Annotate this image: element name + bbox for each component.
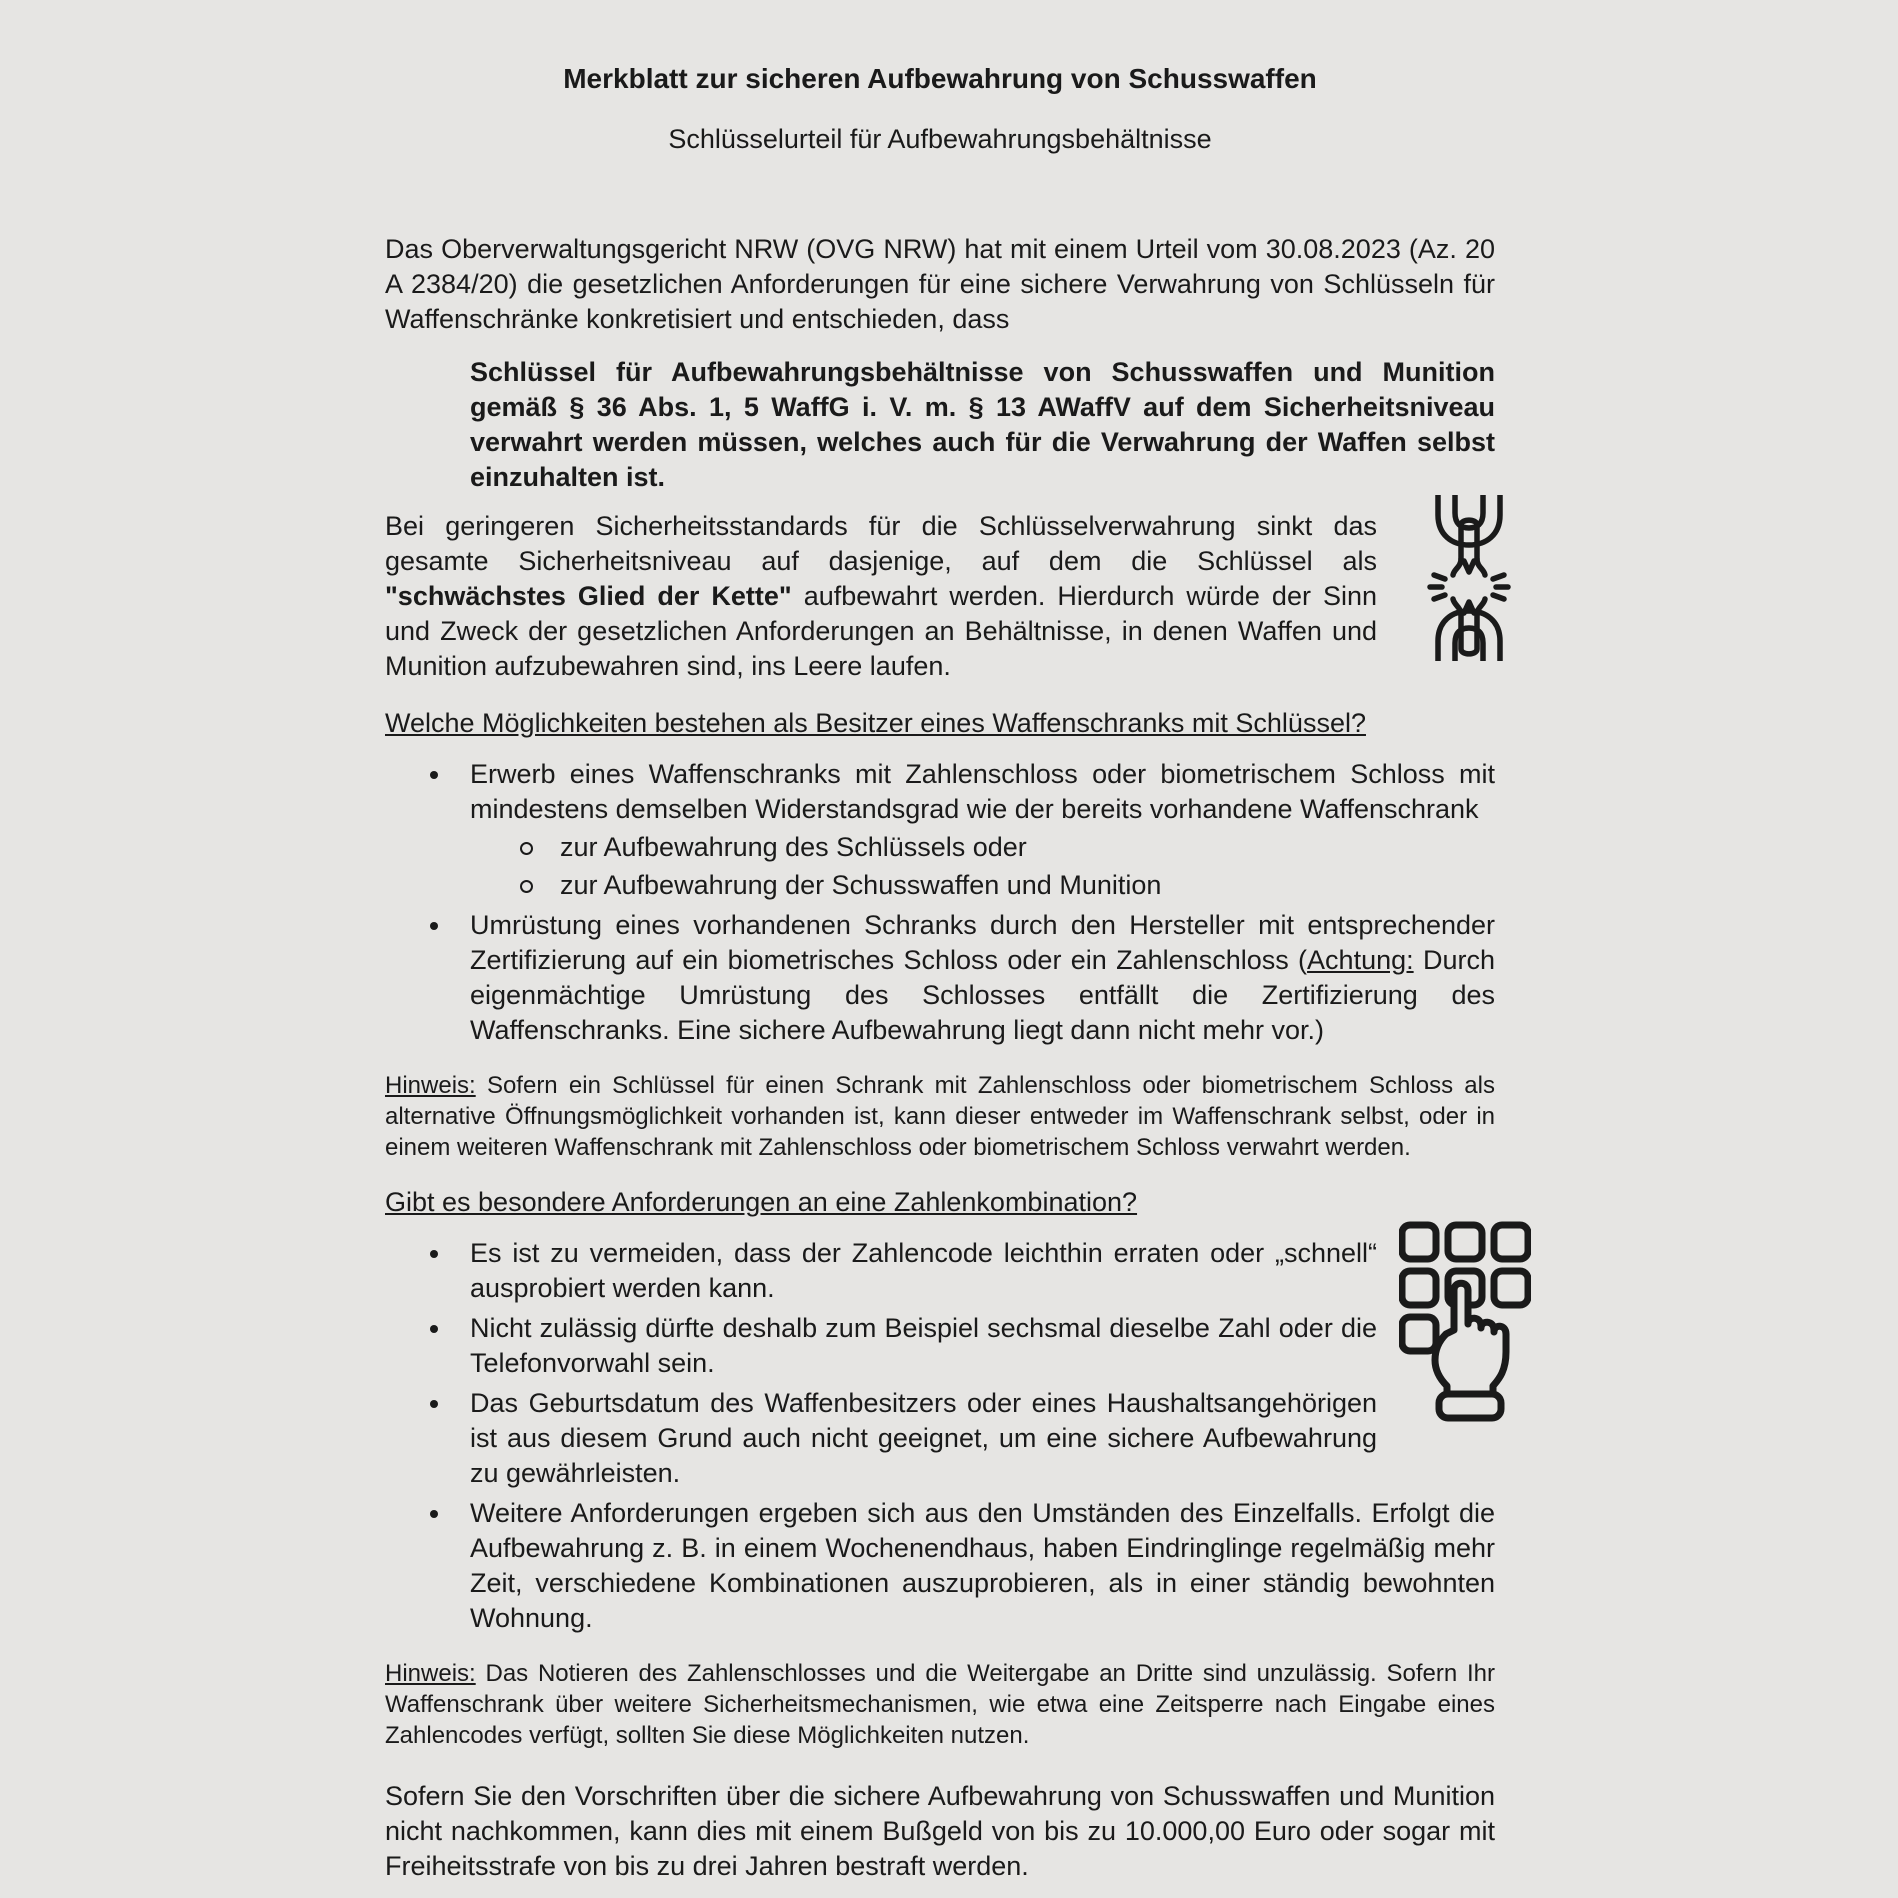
list-item: Umrüstung eines vorhandenen Schranks durch den Hersteller mit entsprechender Zertifizierung auf ein biometrisches Schloss oder ein Zahlenschloss (Achtung: Durch eigenmächtige Umrüstung des Schlosses entfällt die Zertifizierung des Waffenschranks. Eine sichere Aufbewahrung liegt dann nicht mehr vor.) bbox=[385, 908, 1495, 1048]
bullet-marker bbox=[430, 757, 470, 827]
weakest-link-paragraph bbox=[385, 509, 1495, 684]
ruling-quote: Schlüssel für Aufbewahrungsbehältnisse von Schusswaffen und Munition gemäß § 36 Abs. 1, 5 WaffG i. V. m. § 13 AWaffV auf dem Sicherheitsniveau verwahrt werden müssen, welches auch für die Verwahrung der Waffen selbst einzuhalten ist. bbox=[470, 357, 1495, 492]
section-heading-code-requirements: Gibt es besondere Anforderungen an eine Zahlenkombination? bbox=[385, 1187, 1138, 1217]
bullet-marker bbox=[430, 1496, 470, 1636]
section-heading-key-options: Welche Möglichkeiten bestehen als Besitzer eines Waffenschranks mit Schlüssel? bbox=[385, 708, 1366, 738]
doc-title: Merkblatt zur sicheren Aufbewahrung von Schusswaffen bbox=[563, 63, 1317, 94]
hint-text: Sofern ein Schlüssel für einen Schrank mit Zahlenschloss oder biometrischem Schloss als alternative Öffnungsmöglichkeit vorhanden ist, kann dieser entweder im Waffenschrank selbst, oder in einem weiteren Waffenschrank mit Zahlenschloss oder biometrischem Schloss verwahrt werden. bbox=[385, 1072, 1495, 1161]
circle-marker bbox=[520, 868, 560, 903]
hint-paragraph-2 bbox=[385, 1658, 1495, 1751]
list-item: Es ist zu vermeiden, dass der Zahlencode leichthin erraten oder „schnell“ ausprobiert werden kann. bbox=[385, 1236, 1495, 1306]
closing-paragraph: Sofern Sie den Vorschriften über die sichere Aufbewahrung von Schusswaffen und Munition nicht nachkommen, kann dies mit einem Bußgeld von bis zu 10.000,00 Euro oder sogar mit Freiheitsstrafe von bis zu drei Jahren bestraft werden. bbox=[385, 1781, 1495, 1881]
hint-label: Hinweis: bbox=[385, 1660, 476, 1687]
options-list bbox=[385, 757, 1495, 1048]
hint-text: Das Notieren des Zahlenschlosses und die Weitergabe an Dritte sind unzulässig. Sofern Ihr Waffenschrank über weitere Sicherheitsmechanismen, wie etwa eine Zeitsperre nach Eingabe eines Zahlencodes verfügt, sollten Sie diese Möglichkeiten nutzen. bbox=[385, 1660, 1495, 1749]
hint-label: Hinweis: bbox=[385, 1072, 476, 1099]
code-requirements-list bbox=[385, 1236, 1495, 1636]
keypad-press-icon bbox=[1399, 1220, 1531, 1425]
bullet-marker bbox=[430, 908, 470, 1048]
circle-marker bbox=[520, 830, 560, 865]
list-item: Erwerb eines Waffenschranks mit Zahlenschloss oder biometrischem Schloss mit mindestens demselben Widerstandsgrad wie der bereits vorhandene Waffenschrank bbox=[385, 757, 1495, 827]
document bbox=[385, 62, 1495, 1884]
broken-chain-icon bbox=[1421, 495, 1517, 661]
bullet-marker bbox=[430, 1311, 470, 1381]
doc-subtitle: Schlüsselurteil für Aufbewahrungsbehältnisse bbox=[668, 124, 1212, 154]
list-item: Nicht zulässig dürfte deshalb zum Beispiel sechsmal dieselbe Zahl oder die Telefonvorwahl sein. bbox=[385, 1311, 1495, 1381]
list-item: Das Geburtsdatum des Waffenbesitzers oder eines Haushaltsangehörigen ist aus diesem Grund auch nicht geeignet, um eine sichere Aufbewahrung zu gewährleisten. bbox=[385, 1386, 1495, 1491]
weakest-link-text-pre: Bei geringeren Sicherheitsstandards für die Schlüsselverwahrung sinkt das gesamte Sicherheitsniveau auf dasjenige, auf dem die Schlüssel als bbox=[385, 511, 1377, 576]
weakest-link-text-post: aufbewahrt werden. Hierdurch würde der Sinn und Zweck der gesetzlichen Anforderungen an Behältnisse, in denen Waffen und Munition aufzubewahren sind, ins Leere laufen. bbox=[385, 581, 1377, 681]
sub-list-item: zur Aufbewahrung der Schusswaffen und Munition bbox=[385, 868, 1495, 903]
intro-paragraph: Das Oberverwaltungsgericht NRW (OVG NRW) hat mit einem Urteil vom 30.08.2023 (Az. 20 A 2384/20) die gesetzlichen Anforderungen für eine sichere Verwahrung von Schlüsseln für Waffenschränke konkretisiert und entschieden, dass bbox=[385, 234, 1495, 334]
list-item: Weitere Anforderungen ergeben sich aus den Umständen des Einzelfalls. Erfolgt die Aufbewahrung z. B. in einem Wochenendhaus, haben Eindringlinge regelmäßig mehr Zeit, verschiedene Kombinationen auszuprobieren, als in einer ständig bewohnten Wohnung. bbox=[385, 1496, 1495, 1636]
bullet-marker bbox=[430, 1236, 470, 1306]
weakest-link-text-bold: "schwächstes Glied der Kette" bbox=[385, 581, 792, 611]
sub-list-item: zur Aufbewahrung des Schlüssels oder bbox=[385, 830, 1495, 865]
hint-paragraph-1 bbox=[385, 1070, 1495, 1163]
bullet-marker bbox=[430, 1386, 470, 1491]
